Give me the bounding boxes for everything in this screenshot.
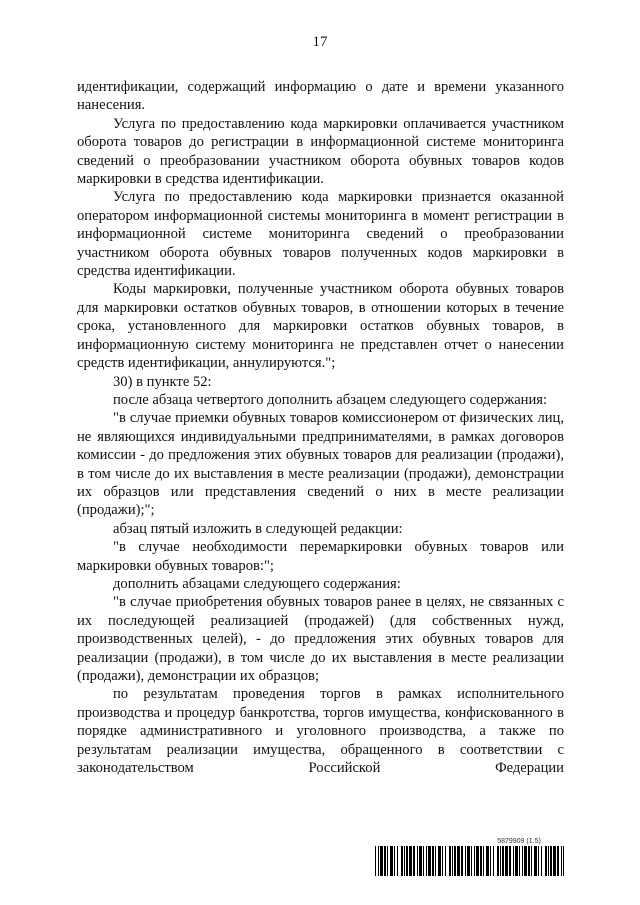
- barcode-image: [375, 846, 564, 876]
- page-number: 17: [312, 34, 328, 50]
- paragraph-2: Услуга по предоставлению кода маркировки оплачивается участником оборота товаров до регистрации в информационной системе мониторинга сведений о преобразовании участником оборота обувных товаров кодов маркировки в средства идентификации.: [77, 115, 564, 188]
- paragraph-8: абзац пятый изложить в следующей редакции:: [113, 520, 403, 537]
- paragraph-7: "в случае приемки обувных товаров комиссионером от физических лиц, не являющихся индивидуальными предпринимателями, в рамках договоров комиссии - до предложения этих обувных товаров для реализации (продажи), в том числе до их выставления в месте реализации (продажи), демонстрации их образцов или представления сведений о них в месте реализации (продажи);";: [77, 410, 564, 519]
- document-code: 5879909 (1.5): [497, 838, 541, 845]
- paragraph-6: после абзаца четвертого дополнить абзацем следующего содержания:: [113, 391, 548, 408]
- paragraph-12: по результатам проведения торгов в рамках исполнительного производства и процедур банкротства, торгов имущества, конфискованного в порядке административного и уголовного производства, а также по результатам реализации имущества, обращенного в соответствии с законодательством Российской Федерации: [77, 686, 564, 777]
- paragraph-1: идентификации, содержащий информацию о дате и времени указанного нанесения.: [77, 79, 564, 114]
- paragraph-10: дополнить абзацами следующего содержания:: [113, 575, 401, 592]
- paragraph-5: 30) в пункте 52:: [113, 373, 212, 390]
- paragraph-4: Коды маркировки, полученные участником оборота обувных товаров для маркировки остатков обувных товаров, в отношении которых в течение срока, установленного для маркировки остатков обувных товаров, в информационную систему мониторинга не представлен отчет о нанесении средств идентификации, аннулируются.";: [77, 281, 564, 372]
- paragraph-9: "в случае необходимости перемаркировки обувных товаров или маркировки обувных товаров:";: [77, 539, 564, 574]
- paragraph-3: Услуга по предоставлению кода маркировки признается оказанной оператором информационной системы мониторинга в момент регистрации в информационной системе мониторинга сведений о преобразовании участником оборота обувных товаров полученных кодов маркировки в средства идентификации.: [77, 189, 564, 280]
- paragraph-11: "в случае приобретения обувных товаров ранее в целях, не связанных с их последующей реализацией (продажей) (для собственных нужд, производственных целей), - до предложения этих обувных товаров для реализации (продажи), в том числе до их выставления в месте реализации (продажи), демонстрации их образцов;: [77, 594, 564, 684]
- document-body: [77, 78, 564, 777]
